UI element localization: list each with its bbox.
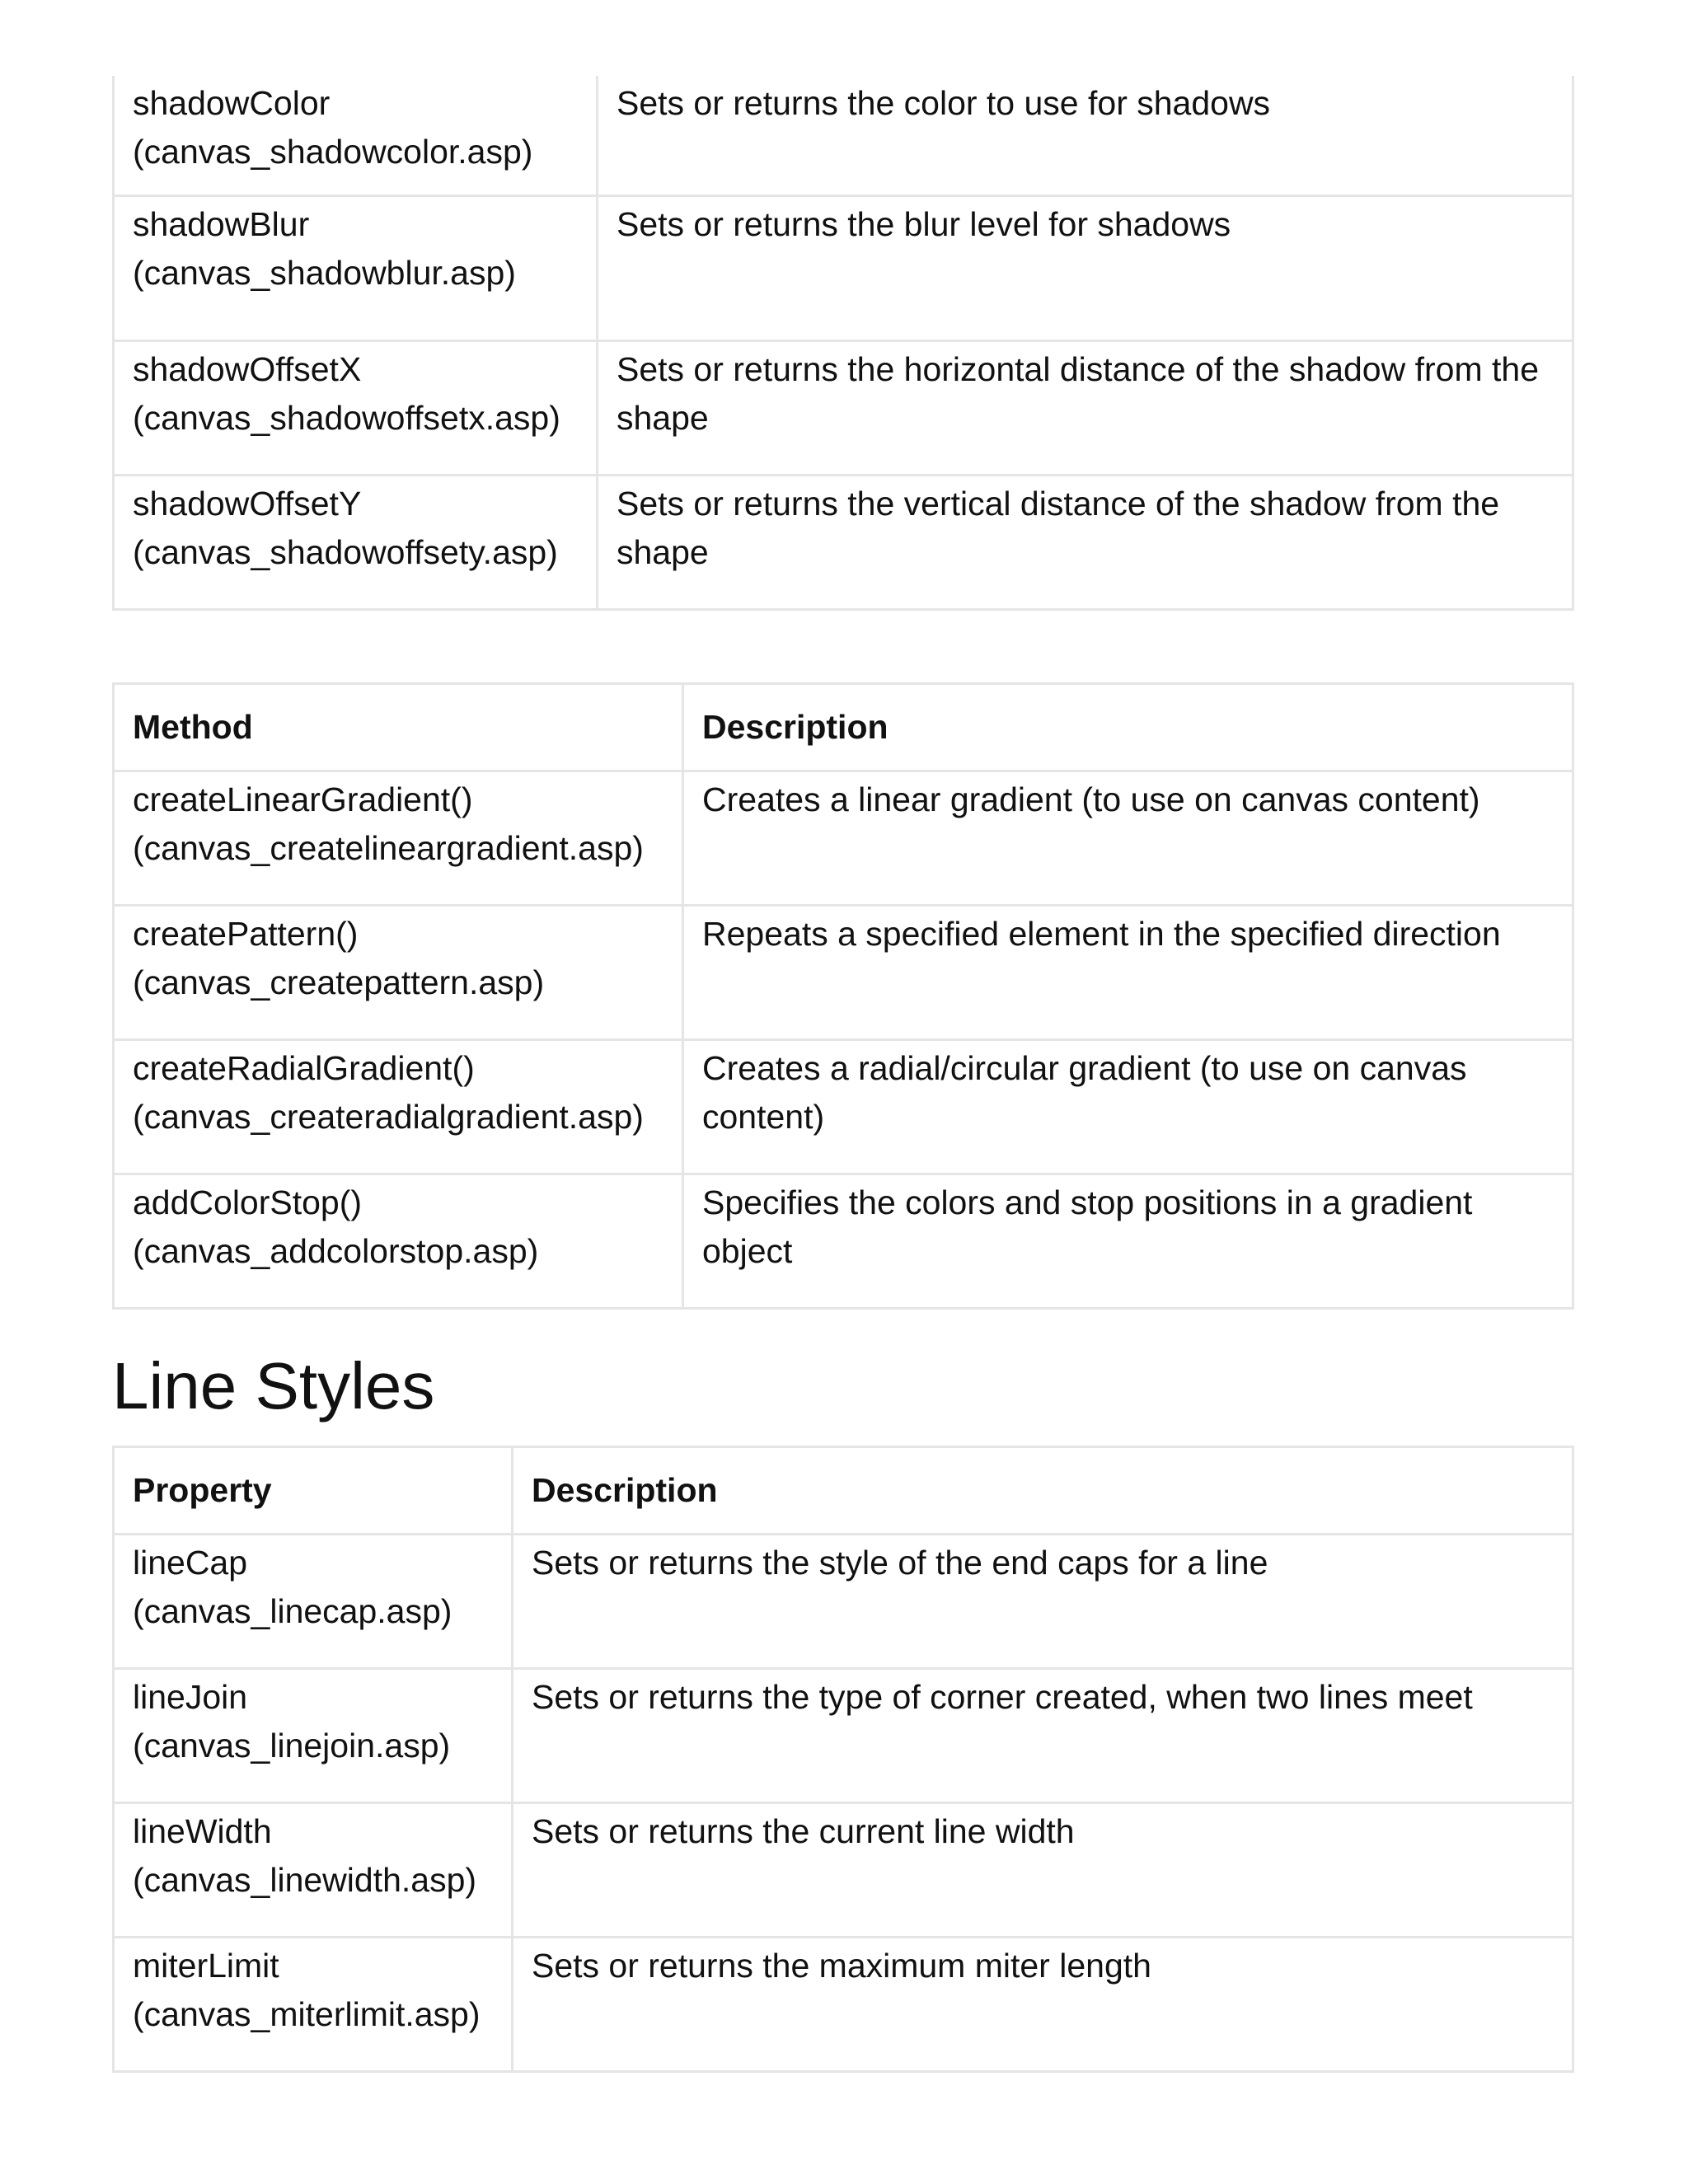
- property-name: shadowColor: [133, 84, 331, 122]
- property-link[interactable]: (canvas_linejoin.asp): [133, 1727, 451, 1765]
- column-header-description: Description: [683, 684, 1573, 771]
- line-styles-table: [112, 1446, 1574, 2073]
- description-cell: Sets or returns the blur level for shadows: [598, 195, 1573, 340]
- description-cell: Sets or returns the current line width: [513, 1803, 1573, 1938]
- property-name: lineCap: [133, 1544, 248, 1582]
- property-name: lineJoin: [133, 1678, 248, 1716]
- method-link[interactable]: (canvas_createpattern.asp): [133, 963, 545, 1001]
- property-cell: [114, 475, 598, 609]
- property-link[interactable]: (canvas_linewidth.asp): [133, 1861, 477, 1899]
- column-header-description: Description: [513, 1447, 1573, 1535]
- method-name: createRadialGradient(): [133, 1049, 475, 1087]
- column-header-method: Method: [114, 684, 683, 771]
- description-cell: Creates a radial/circular gradient (to use on canvas content): [683, 1040, 1573, 1174]
- property-cell: [114, 1535, 513, 1669]
- description-cell: Sets or returns the maximum miter length: [513, 1938, 1573, 2072]
- table-row: [114, 906, 1573, 1040]
- property-link[interactable]: (canvas_shadowoffsety.asp): [133, 532, 558, 571]
- property-cell: [114, 76, 598, 195]
- property-cell: [114, 1938, 513, 2072]
- description-cell: Sets or returns the style of the end caps for a line: [513, 1535, 1573, 1669]
- property-name: shadowBlur: [133, 204, 310, 243]
- description-cell: Sets or returns the horizontal distance of the shadow from the shape: [598, 340, 1573, 475]
- table-row: [114, 76, 1573, 195]
- method-cell: [114, 1040, 683, 1174]
- property-cell: [114, 195, 598, 340]
- table-row: [114, 1938, 1573, 2072]
- method-name: createLinearGradient(): [133, 780, 473, 818]
- property-link[interactable]: (canvas_miterlimit.asp): [133, 1995, 481, 2033]
- table-row: [114, 1535, 1573, 1669]
- property-link[interactable]: (canvas_shadowblur.asp): [133, 253, 516, 292]
- property-name: shadowOffsetX: [133, 349, 362, 388]
- section-heading-line-styles: Line Styles: [112, 1349, 435, 1422]
- description-cell: Repeats a specified element in the specified direction: [683, 906, 1573, 1040]
- property-name: miterLimit: [133, 1947, 279, 1985]
- table-row: [114, 1669, 1573, 1803]
- property-name: shadowOffsetY: [133, 484, 362, 523]
- gradient-methods-table: [112, 682, 1574, 1310]
- table-row: [114, 1803, 1573, 1938]
- column-header-property: Property: [114, 1447, 513, 1535]
- description-cell: Sets or returns the type of corner created, when two lines meet: [513, 1669, 1573, 1803]
- description-cell: Creates a linear gradient (to use on canvas content): [683, 771, 1573, 906]
- description-cell: Sets or returns the vertical distance of the shadow from the shape: [598, 475, 1573, 609]
- property-link[interactable]: (canvas_shadowoffsetx.asp): [133, 398, 560, 437]
- shadow-properties-table: [112, 76, 1574, 611]
- method-link[interactable]: (canvas_createlineargradient.asp): [133, 829, 644, 867]
- property-cell: [114, 1669, 513, 1803]
- table-row: [114, 1040, 1573, 1174]
- table-row: [114, 195, 1573, 340]
- table-header-row: [114, 1447, 1573, 1535]
- table-row: [114, 771, 1573, 906]
- property-cell: [114, 1803, 513, 1938]
- method-name: addColorStop(): [133, 1183, 363, 1221]
- method-link[interactable]: (canvas_addcolorstop.asp): [133, 1232, 539, 1270]
- method-cell: [114, 1174, 683, 1309]
- property-cell: [114, 340, 598, 475]
- property-link[interactable]: (canvas_shadowcolor.asp): [133, 133, 533, 171]
- description-cell: Sets or returns the color to use for shadows: [598, 76, 1573, 195]
- table-header-row: [114, 684, 1573, 771]
- property-name: lineWidth: [133, 1812, 272, 1850]
- table-row: [114, 1174, 1573, 1309]
- method-cell: [114, 771, 683, 906]
- table-row: [114, 475, 1573, 609]
- table-row: [114, 340, 1573, 475]
- method-link[interactable]: (canvas_createradialgradient.asp): [133, 1098, 644, 1136]
- description-cell: Specifies the colors and stop positions in a gradient object: [683, 1174, 1573, 1309]
- property-link[interactable]: (canvas_linecap.asp): [133, 1592, 452, 1630]
- method-name: createPattern(): [133, 915, 359, 953]
- method-cell: [114, 906, 683, 1040]
